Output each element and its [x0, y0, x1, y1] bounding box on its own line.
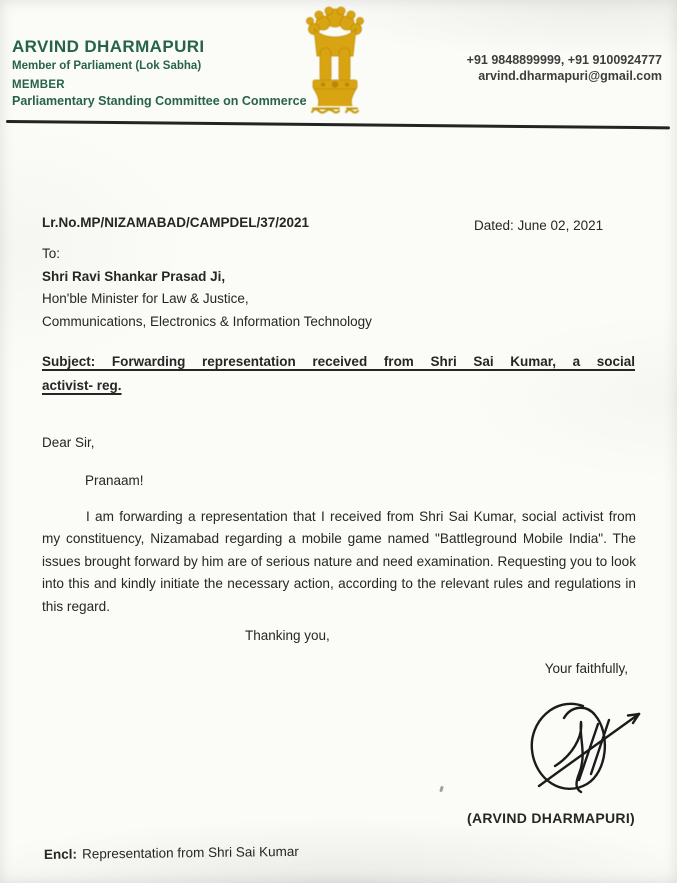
sender-committee: Parliamentary Standing Committee on Commerce	[12, 94, 307, 108]
recipient-to-label: To:	[42, 246, 61, 261]
sender-member-label: MEMBER	[12, 79, 65, 91]
valediction: Your faithfully,	[544, 661, 628, 676]
salutation: Pranaam!	[85, 473, 144, 488]
letterhead-contact-block	[467, 52, 662, 84]
recipient-name: Shri Ravi Shankar Prasad Ji,	[42, 268, 226, 284]
sender-name: ARVIND DHARMAPURI	[12, 37, 205, 56]
subject-block	[42, 350, 635, 398]
sender-email: arvind.dharmapuri@gmail.com	[478, 69, 662, 83]
handwritten-signature	[503, 694, 651, 796]
scan-artifact-speck	[439, 786, 444, 793]
signature-scribble	[503, 694, 651, 796]
ashoka-emblem-icon	[299, 6, 371, 124]
sender-role: Member of Parliament (Lok Sabha)	[12, 60, 202, 72]
signatory-name: (ARVIND DHARMAPURI)	[467, 810, 635, 826]
reference-number: Lr.No.MP/NIZAMABAD/CAMPDEL/37/2021	[42, 215, 310, 230]
recipient-block	[42, 243, 372, 333]
recipient-designation-2: Communications, Electronics & Information Technology	[42, 313, 372, 329]
enclosure-text: Representation from Shri Sai Kumar	[81, 843, 299, 862]
sender-phones: +91 9848899999, +91 9100924777	[466, 53, 662, 67]
letter-date: Dated: June 02, 2021	[474, 218, 604, 233]
letterhead-sender-block	[12, 37, 307, 108]
subject-line-2: activist- reg.	[42, 378, 122, 393]
enclosure-line	[44, 844, 299, 862]
thanking-line: Thanking you,	[245, 628, 330, 643]
greeting: Dear Sir,	[42, 435, 95, 450]
letter-body-paragraph: I am forwarding a representation that I received from Shri Sai Kumar, social activist from my constituency, Nizamabad regarding a mobile game named "Battleground Mobile India". The issues brought forward by him are of serious nature and need examination. Requesting you to look into this and kindly initiate the necessary action, according to the relevant rules and regulations in this regard.	[42, 509, 636, 614]
enclosure-label: Encl:	[43, 846, 78, 862]
subject-line-1: Subject: Forwarding representation received from Shri Sai Kumar, a social	[42, 354, 635, 369]
recipient-designation-1: Hon'ble Minister for Law & Justice,	[42, 291, 249, 306]
lion-capital-graphic	[299, 6, 371, 106]
satyameva-jayate-motto	[310, 106, 360, 116]
